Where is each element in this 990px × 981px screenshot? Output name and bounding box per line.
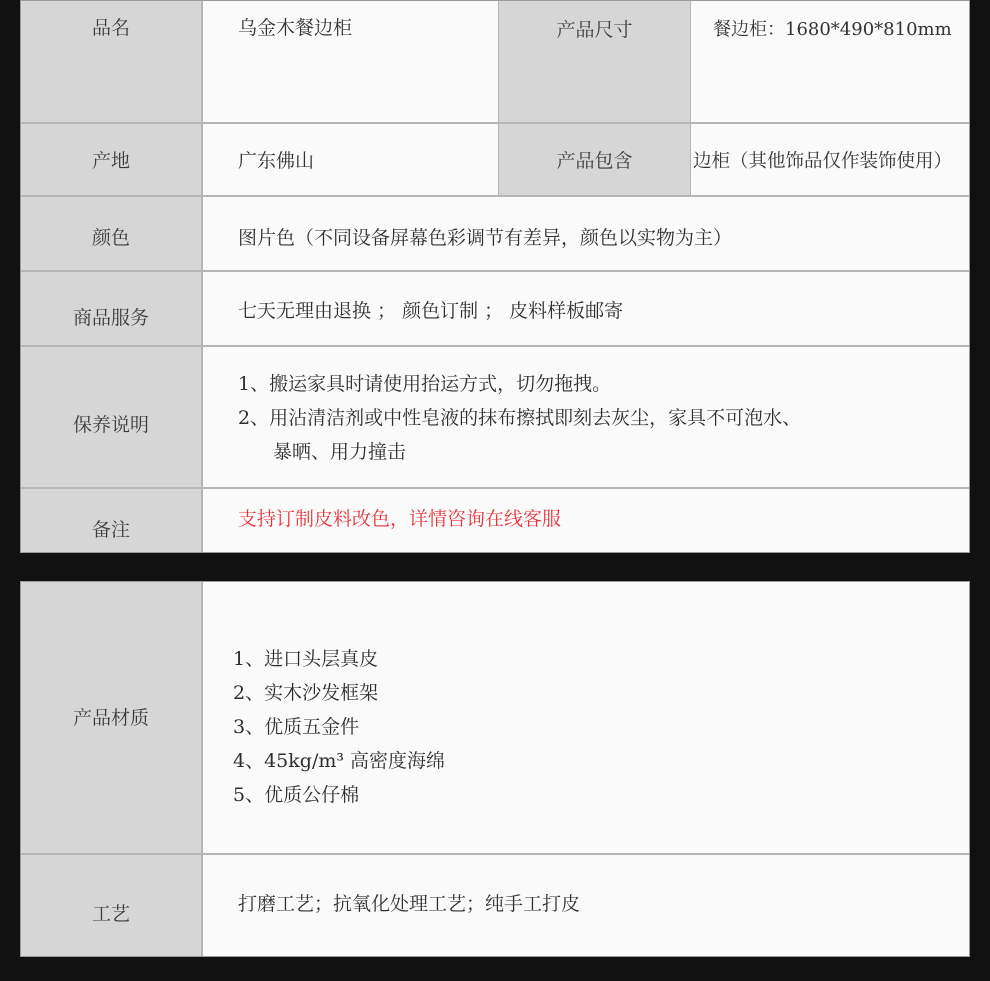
- craft-value-cell: [203, 855, 969, 956]
- notes-value: 支持订制皮料改色，详情咨询在线客服: [238, 508, 562, 530]
- material-item-1: 1、进口头层真皮: [233, 648, 379, 670]
- craft-label: 工艺: [21, 855, 203, 956]
- origin-label: 产地: [21, 124, 203, 195]
- size-label-cell: [499, 1, 691, 122]
- service-value-cell: [203, 272, 969, 345]
- color-value: 图片色（不同设备屏幕色彩调节有差异，颜色以实物为主）: [238, 227, 733, 249]
- contents-value-cell: [691, 124, 969, 195]
- contents-value: 边柜（其他饰品仅作装饰使用）: [693, 150, 953, 172]
- material-list: [233, 642, 969, 812]
- notes-value-cell: [203, 489, 969, 552]
- material-item-5: 5、优质公仔棉: [233, 784, 360, 806]
- name-value: 乌金木餐边柜: [238, 17, 353, 39]
- service-label: 商品服务: [21, 272, 203, 345]
- care-line-3: 暴晒、用力撞击: [273, 441, 407, 463]
- care-line-1: 1、搬运家具时请使用抬运方式，切勿拖拽。: [238, 373, 612, 395]
- size-value-cell: [691, 1, 969, 122]
- care-list: [238, 367, 969, 469]
- color-value-cell: [203, 197, 969, 270]
- notes-label: 备注: [21, 489, 203, 552]
- material-item-4: 4、45kg/m³ 高密度海绵: [233, 750, 446, 772]
- row-color: [21, 197, 969, 272]
- material-value-cell: [203, 582, 969, 853]
- name-label: 品名: [21, 1, 203, 122]
- contents-label-cell: [499, 124, 691, 195]
- material-label: 产品材质: [21, 582, 203, 853]
- row-service: [21, 272, 969, 347]
- row-material: [21, 582, 969, 855]
- size-label: 产品尺寸: [556, 19, 633, 41]
- row-name-size: [21, 1, 969, 124]
- care-line-2: 2、用沾清洁剂或中性皂液的抹布擦拭即刻去灰尘，家具不可泡水、: [238, 407, 802, 429]
- row-notes: [21, 489, 969, 552]
- row-origin-contents: [21, 124, 969, 197]
- product-spec-table: [20, 0, 970, 553]
- origin-value: 广东佛山: [238, 150, 315, 172]
- care-value-cell: [203, 347, 969, 487]
- row-craft: [21, 855, 969, 956]
- size-value: 餐边柜：1680*490*810mm: [713, 19, 952, 40]
- contents-label: 产品包含: [556, 150, 633, 172]
- name-value-cell: [203, 1, 499, 122]
- color-label: 颜色: [21, 197, 203, 270]
- material-craft-table: [20, 581, 970, 957]
- origin-value-cell: [203, 124, 499, 195]
- craft-value: 打磨工艺；抗氧化处理工艺；纯手工打皮: [238, 893, 581, 915]
- service-value: 七天无理由退换 ； 颜色订制 ； 皮料样板邮寄: [238, 300, 624, 322]
- material-item-3: 3、优质五金件: [233, 716, 360, 738]
- row-care: [21, 347, 969, 489]
- care-label: 保养说明: [21, 347, 203, 487]
- material-item-2: 2、实木沙发框架: [233, 682, 379, 704]
